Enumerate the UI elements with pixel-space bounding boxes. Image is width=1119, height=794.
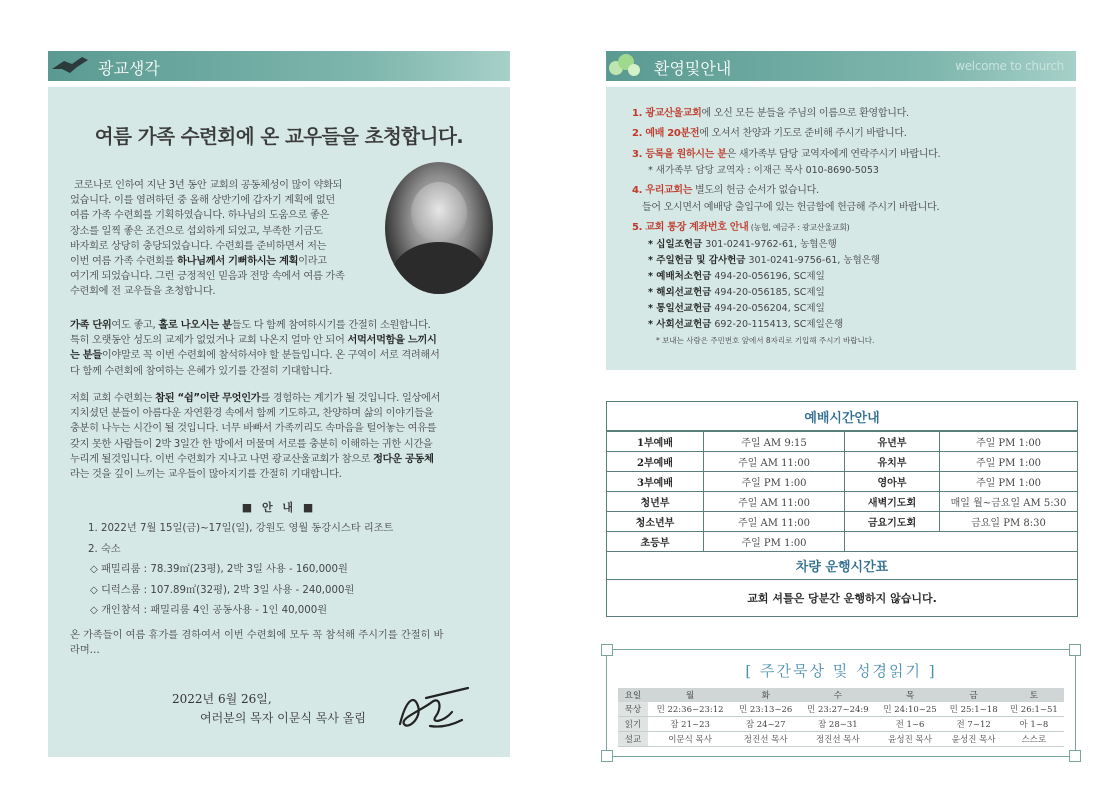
- list-item: * 통일선교헌금 494-20-056204, SC제일: [648, 303, 825, 314]
- leaf-icon: [606, 52, 646, 80]
- table-row: 설교 이문식 목사 정진선 목사 정진선 목사 윤성진 목사 윤성진 목사 스스로: [618, 732, 1064, 747]
- table-row: 2부예배 주일 AM 11:00 유치부 주일 PM 1:00: [607, 452, 1078, 472]
- right-header-subtitle: welcome to church: [955, 59, 1064, 73]
- info-line-2: 2. 예배 20분전에 오셔서 찬양과 기도로 준비해 주시기 바랍니다.: [632, 128, 907, 139]
- page-title: 여름 가족 수련회에 온 교우들을 초청합니다.: [94, 125, 464, 148]
- list-item: * 사회선교헌금 692-20-115413, SC제일은행: [648, 319, 844, 330]
- list-item: ◇ 디럭스룸 : 107.89㎡(32평), 2박 3일 사용 - 240,000원: [90, 584, 355, 596]
- list-item: * 주일헌금 및 감사헌금 301-0241-9756-61, 농협은행: [648, 255, 881, 266]
- corner-decoration: [601, 750, 613, 762]
- handwritten-signature: [392, 680, 472, 735]
- retreat-paragraph: 저희 교회 수련회는 참된 “쉼”이란 무엇인가를 경험하는 계기가 될 것입니다. 일상에서 지치셨던 분들이 아름다운 자연환경 속에서 함께 기도하고, 찬양하며 삶의 이야기들을 충분히 나누는 시간이 될 것입니다. 너무 바빠서 가족끼리도 속마음을 털어놓는 여유를 갖지 못한 사람들이 2박 3일간 한 방에서 머물며 서로를 충분히 이해하는 귀한 시간을 누리게 될것입니다. 이번 수련회가 지나고 나면 광교산울교회가 참으로 정다운 공동체 라는 것을 깊이 느끼는 교우들이 많아지기를 간절히 기대합니다.: [70, 393, 441, 481]
- corner-decoration: [601, 644, 613, 656]
- list-item: ◇ 개인참석 : 패밀리룸 4인 공동사용 - 1인 40,000원: [90, 605, 328, 616]
- account-list: [648, 238, 880, 347]
- info-line-3: 3. 등록을 원하시는 분은 새가족부 담당 교역자에게 연락주시기 바랍니다.: [632, 149, 941, 160]
- signature-block: [172, 690, 366, 728]
- list-item: * 십일조헌금 301-0241-9762-61, 농협은행: [648, 239, 837, 250]
- signoff-text: 여러분의 목자 이문식 목사 올림: [200, 711, 366, 725]
- info-line-3-sub: * 새가족부 담당 교역자 : 이재근 목사 010-8690-5053: [648, 165, 879, 176]
- car-schedule-text: 교회 셔틀은 당분간 운행하지 않습니다.: [607, 580, 1078, 617]
- closing-text: 온 가족들이 여름 휴가를 겸하여서 이번 수련회에 모두 꼭 참석해 주시기를 간절히 바 라며…: [70, 630, 444, 656]
- worship-schedule-table: [606, 401, 1078, 617]
- worship-title: 예배시간안내: [607, 402, 1078, 432]
- table-row: 읽기 잠 21~23 잠 24~27 잠 28~31 전 1~6 전 7~12 아 1~8: [618, 717, 1064, 732]
- left-header-title: 광교생각: [98, 59, 160, 78]
- list-item: 1. 2022년 7월 15일(금)~17일(일), 강원도 영월 동강시스타 리조트: [88, 523, 394, 534]
- table-row: 요일 월 화 수 목 금 토: [618, 688, 1064, 702]
- notice-list: [88, 519, 393, 622]
- pastor-photo: [385, 162, 493, 294]
- corner-decoration: [1069, 644, 1081, 656]
- right-header-bar: [606, 51, 1076, 81]
- list-item: * 예배처소헌금 494-20-056196, SC제일: [648, 271, 825, 282]
- info-line-4: 4. 우리교회는 별도의 헌금 순서가 없습니다.: [632, 185, 819, 196]
- table-row: 묵상 민 22:36~23:12 민 23:13~26 민 23:27~24:9 민 24:10~25 민 25:1~18 민 26:1~51: [618, 702, 1064, 717]
- info-line-4-sub: 들어 오시면서 예배당 출입구에 있는 헌금함에 헌금해 주시기 바랍니다.: [642, 202, 940, 213]
- table-row: 청소년부 주일 AM 11:00 금요기도회 금요일 PM 8:30: [607, 512, 1078, 532]
- info-line-1: 1. 광교산울교회에 오신 모든 분들을 주님의 이름으로 환영합니다.: [632, 108, 909, 119]
- notice-heading: ■ 안 내 ■: [241, 501, 317, 514]
- table-row: 1부예배 주일 AM 9:15 유년부 주일 PM 1:00: [607, 431, 1078, 452]
- table-row: 초등부 주일 PM 1:00: [607, 532, 1078, 552]
- list-item: * 해외선교헌금 494-20-056185, SC제일: [648, 287, 825, 298]
- table-row: 3부예배 주일 PM 1:00 영아부 주일 PM 1:00: [607, 472, 1078, 492]
- list-item: 2. 숙소: [88, 543, 121, 555]
- list-item: ◇ 패밀리룸 : 78.39㎡(23평), 2박 3일 사용 - 160,000원: [90, 564, 348, 575]
- bird-icon: [50, 55, 90, 77]
- left-header-bar: [48, 51, 510, 81]
- right-header-title: 환영및안내: [654, 59, 732, 78]
- corner-decoration: [1069, 750, 1081, 762]
- date-text: 2022년 6월 26일,: [172, 692, 272, 706]
- table-row: 청년부 주일 AM 11:00 새벽기도회 매일 월~금요일 AM 5:30: [607, 492, 1078, 512]
- reading-title: [ 주간묵상 및 성경읽기 ]: [745, 662, 937, 680]
- info-line-5: 5. 교회 통장 계좌번호 안내 (농협, 예금주 : 광교산울교회): [632, 222, 850, 233]
- reading-table: [618, 688, 1064, 747]
- intro-paragraph: 코로나로 인하여 지난 3년 동안 교회의 공동체성이 많이 약화되 었습니다. 이를 염려하던 중 올해 상반기에 갑자기 계획에 없던 여름 가족 수련회를 기획하였습니다. 하나님의 도움으로 좋은 장소를 일찍 좋은 조건으로 섭외하게 되었고, 부족한 기금도 바자회로 상당히 충당되었습니다. 수련회를 준비하면서 저는 이번 여름 가족 수련회를 하나님께서 기뻐하시는 계획이라고 여기게 되었습니다. 그런 긍정적인 믿음과 전망 속에서 여름 가족 수련회에 전 교우들을 초청합니다.: [70, 180, 345, 298]
- account-note: * 보내는 사람은 주민번호 앞에서 8자리로 기입해 주시기 바랍니다.: [656, 336, 875, 345]
- invitation-paragraph: 가족 단위여도 좋고, 홀로 나오시는 분들도 다 함께 참여하시기를 간절히 소원합니다. 특히 오랫동안 성도의 교제가 없었거나 교회 나온지 얼마 안 되어 서먹서먹함을 느끼시 는 분들이야말로 꼭 이번 수련회에 참석하셔야 할 분들입니다. 온 구역이 서로 격려해서 다 함께 수련회에 참여하는 은혜가 있기를 간절히 기대합니다.: [70, 320, 440, 377]
- car-schedule-title: 차량 운행시간표: [607, 552, 1078, 580]
